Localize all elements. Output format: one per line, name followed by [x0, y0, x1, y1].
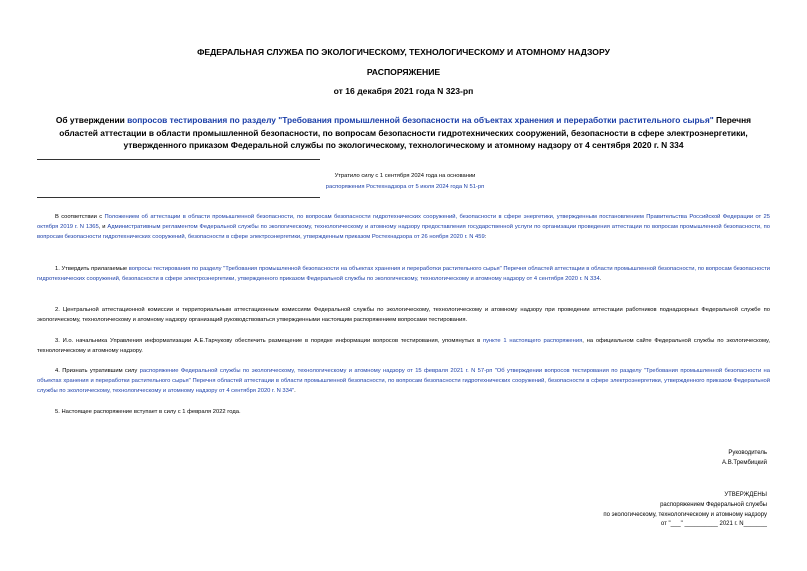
- item-1-text-end: .: [599, 275, 602, 282]
- signature-name: А.В.Трембицкий: [722, 459, 767, 466]
- divider-bottom: [37, 197, 320, 198]
- approval-line-2: по экологическому, технологическому и атомному надзору: [603, 511, 767, 518]
- document-title: [40, 114, 767, 152]
- item-1-link[interactable]: вопросы тестирования по разделу "Требования промышленной безопасности на объектах хранения и переработки растительного сырья" Перечня областей аттестации в области промышленной безопасности, по вопросам безопасности гидротехнических сооружений, безопасности в сфере электроэнергетики, утвержденного приказом Федеральной службы по экологическому, технологическому и атомному надзору от 4 сентября 2020 г. N 334: [37, 266, 770, 282]
- item-3-link[interactable]: пункте 1 настоящего распоряжения: [482, 338, 583, 344]
- item-1-paragraph: [37, 265, 770, 285]
- item-4-text: 4. Признать утратившим силу: [55, 368, 140, 374]
- item-5-paragraph: 5. Настоящее распоряжение вступает в силу с 1 февраля 2022 года.: [55, 409, 241, 415]
- item-3-text-end: , на официальном сайте Федеральной службы по экологическому, технологическому и атомному надзору.: [37, 338, 770, 354]
- item-4-link[interactable]: распоряжение Федеральной службы по экологическому, технологическому и атомному надзору от 15 февраля 2021 г. N 57-рп "Об утверждении вопросов тестирования по разделу "Требования промышленной безопасности на объектах хранения и переработки растительного сырья" Перечня областей аттестации в области промышленной безопасности, по вопросам безопасности гидротехнических сооружений, безопасности в сфере электроэнергетики, утвержденного приказом Федеральной службы по экологическому, технологическому и атомному надзору от 4 сентября 2020 г. N 334": [37, 368, 770, 394]
- approval-title: УТВЕРЖДЕНЫ: [724, 492, 767, 498]
- item-4-paragraph: [37, 367, 770, 396]
- item-1-text: 1. Утвердить прилагаемые: [55, 266, 129, 272]
- item-3-paragraph: [37, 337, 770, 357]
- intro-text-1: В соответствии с: [55, 214, 105, 220]
- approval-block: [603, 491, 767, 530]
- approval-line-1: распоряжением Федеральной службы: [660, 501, 767, 508]
- document-date-number: от 16 декабря 2021 года N 323-рп: [333, 86, 474, 96]
- status-note-text: Утратило силу с 1 сентября 2024 года на основании: [334, 173, 476, 179]
- agency-header: ФЕДЕРАЛЬНАЯ СЛУЖБА ПО ЭКОЛОГИЧЕСКОМУ, ТЕХНОЛОГИЧЕСКОМУ И АТОМНОМУ НАДЗОРУ: [197, 47, 610, 57]
- approval-line-3: от "___" __________ 2021 г. N_______: [660, 521, 767, 528]
- item-4-text-end: .: [294, 387, 296, 394]
- title-rest: Перечня областей аттестации в области промышленной безопасности, по вопросам безопасности гидротехнических сооружений, безопасности в сфере электроэнергетики, утвержденного приказом Федеральной службы по экологическому, технологическому и атомному надзору от 4 сентября 2020 г. N 334: [59, 115, 752, 150]
- item-2-paragraph: 2. Центральной аттестационной комиссии и территориальным аттестационным комиссиям Федеральной службы по экологическому, технологическому и атомному надзору при проведении аттестации работников поднадзорных Федеральной службе по экологическому, технологическому и атомному надзору организаций руководствоваться утвержденными настоящим распоряжением вопросами тестирования.: [37, 307, 770, 323]
- item-3-text: 3. И.о. начальника Управления информатизации А.Е.Тарчукову обеспечить размещение в порядке информации вопросов тестирования, упомянутых в: [55, 338, 483, 344]
- signature-block: [722, 449, 767, 469]
- intro-paragraph: [37, 213, 770, 242]
- document-type: РАСПОРЯЖЕНИЕ: [366, 67, 441, 77]
- divider-top: [37, 159, 320, 160]
- intro-text-2: , и: [98, 223, 108, 230]
- title-link[interactable]: вопросов тестирования по разделу "Требования промышленной безопасности на объектах хранения и переработки растительного сырья": [127, 115, 714, 125]
- status-note: [300, 171, 510, 192]
- title-prefix: Об утверждении: [55, 115, 128, 125]
- intro-link-regulation[interactable]: Положением об аттестации в области промышленной безопасности, по вопросам безопасности гидротехнических сооружений, безопасности в сфере энергетики, утвержденным постановлением Правительства Российской Федерации от 25 октября 2019 г. N 1365: [37, 214, 770, 230]
- intro-link-administrative-reglament[interactable]: Административным регламентом Федеральной службы по экологическому, технологическому и атомному надзору предоставления государственной услуги по организации проведения аттестации по вопросам промышленной безопасности, по вопросам безопасности гидротехнических сооружений, безопасности в сфере электроэнергетики, утвержденным приказом Ростехнадзора от 26 ноября 2020 г. N 459: [37, 223, 771, 240]
- signature-role: Руководитель: [728, 450, 767, 456]
- intro-text-3: :: [484, 233, 487, 240]
- status-note-link[interactable]: распоряжения Ростехнадзора от 5 июля 2024 года N 51-рп: [325, 183, 485, 190]
